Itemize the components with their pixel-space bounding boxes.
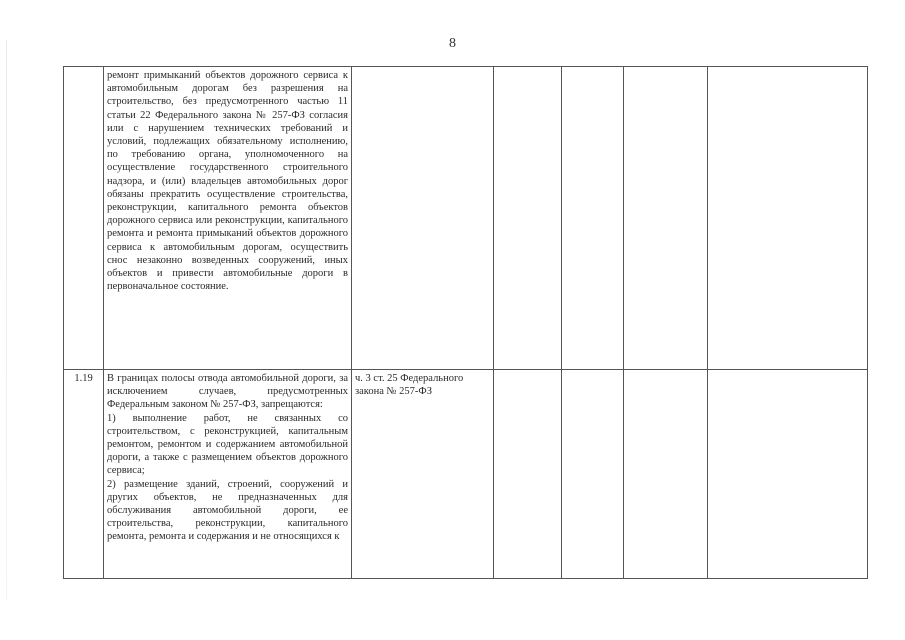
requirement-intro: В границах полосы отвода автомобильной дороги, за исключением случаев, предусмотренных Федеральным законом № 257-ФЗ, запрещаются: (107, 373, 348, 411)
page-number: 8 (449, 36, 456, 51)
requirement-item-2: 2) размещение зданий, строений, сооружений и других объектов, не предназначенных для обслуживания автомобильной дороги, ее строительства, реконструкции, капитального ремонта, ремонта и содержания и не относящихся к (107, 478, 348, 543)
legal-reference-cell (352, 67, 494, 370)
requirement-text: ремонт примыканий объектов дорожного сервиса к автомобильным дорогам без разрешения на строительство, без предусмотренного частью 11 статьи 22 Федерального закона № 257-ФЗ согласия или с нарушением технических требований и условий, подлежащих обязательному исполнению, по требованию органа, уполномоченного на осуществление государственного строительного надзора, и (или) владельцев автомобильных дорог обязаны прекратить осуществление строительства, реконструкции, капитального ремонта объектов дорожного сервиса или реконструкции, капитального ремонта и ремонта примыканий объектов дорожного сервиса к автомобильным дорогам, осуществить снос незаконно возведенных сооружений, иных объектов и привести автомобильные дороги в первоначальное состояние. (107, 70, 348, 293)
requirement-text-cell (104, 67, 352, 370)
empty-cell (708, 67, 868, 370)
empty-cell (562, 370, 624, 579)
legal-reference-cell: ч. 3 ст. 25 Федерального закона № 257-ФЗ (352, 370, 494, 579)
row-number-cell (64, 67, 104, 370)
empty-cell (708, 370, 868, 579)
empty-cell (494, 67, 562, 370)
empty-cell (624, 67, 708, 370)
table-row (64, 67, 868, 370)
row-number-cell: 1.19 (64, 370, 104, 579)
table-row (64, 370, 868, 579)
requirements-table (63, 66, 868, 579)
empty-cell (624, 370, 708, 579)
requirement-item-1: 1) выполнение работ, не связанных со строительством, с реконструкцией, капитальным ремонтом, ремонтом и содержанием автомобильной дороги, а также с размещением объектов дорожного сервиса; (107, 412, 348, 477)
scan-edge-mark (6, 40, 7, 600)
empty-cell (562, 67, 624, 370)
empty-cell (494, 370, 562, 579)
requirement-text-cell (104, 370, 352, 579)
